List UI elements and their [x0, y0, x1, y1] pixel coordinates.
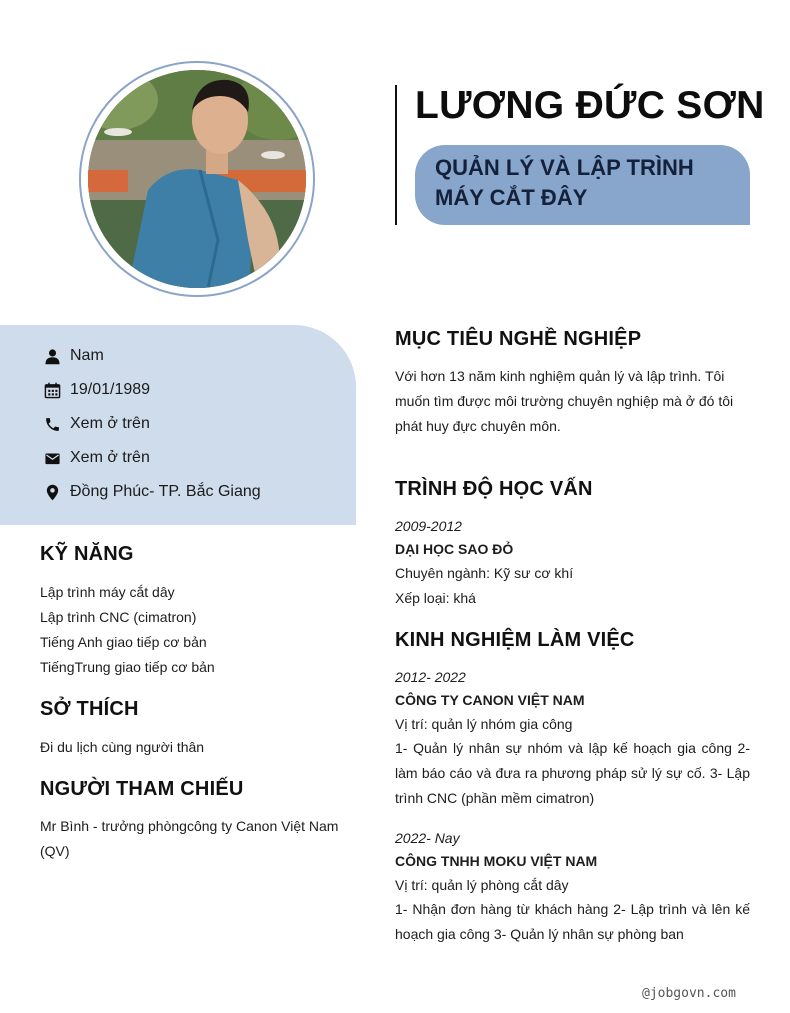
skill-item: Lập trình CNC (cimatron)	[40, 609, 197, 625]
job-position: Vị trí: quản lý phòng cắt dây	[395, 877, 569, 893]
job-title	[435, 153, 730, 213]
contact-email	[44, 448, 150, 468]
objective-text: Với hơn 13 năm kinh nghiệm quản lý và lập trình. Tôi muốn tìm được môi trường chuyên nghiệp mà ở đó tôi phát huy đực chuyên môn.	[395, 368, 734, 434]
dob-text: 19/01/1989	[70, 381, 151, 398]
job-title-line2: MÁY CẮT ĐÂY	[435, 185, 588, 210]
address-text: Đồng Phúc- TP. Bắc Giang	[70, 483, 261, 500]
job-description: 1- Nhận đơn hàng từ khách hàng 2- Lập trình và lên kế hoạch gia công 3- Quản lý nhân sự phòng ban	[395, 901, 750, 942]
skills-heading: KỸ NĂNG	[40, 543, 134, 565]
education-major: Chuyên ngành: Kỹ sư cơ khí	[395, 565, 574, 581]
skill-item: TiếngTrung giao tiếp cơ bản	[40, 659, 215, 675]
education-grade: Xếp loại: khá	[395, 590, 476, 606]
envelope-icon	[44, 450, 61, 467]
contact-phone	[44, 414, 150, 434]
person-icon	[44, 348, 61, 365]
phone-icon	[44, 416, 61, 433]
location-pin-icon	[44, 484, 61, 501]
job-title-line1: QUẢN LÝ VÀ LẬP TRÌNH	[435, 155, 694, 180]
job-period: 2022- Nay	[395, 830, 460, 846]
contact-address	[44, 482, 261, 502]
hobby-item: Đi du lịch cùng người thân	[40, 739, 205, 755]
gender-text: Nam	[70, 347, 104, 364]
education-school: DẠI HỌC SAO ĐỎ	[395, 541, 514, 557]
avatar	[88, 70, 306, 288]
references-heading: NGƯỜI THAM CHIẾU	[40, 778, 244, 800]
job-period: 2012- 2022	[395, 669, 466, 685]
email-text: Xem ở trên	[70, 449, 150, 466]
avatar-photo	[88, 70, 306, 288]
phone-text: Xem ở trên	[70, 415, 150, 432]
job-position: Vị trí: quản lý nhóm gia công	[395, 716, 573, 732]
education-period: 2009-2012	[395, 518, 462, 534]
watermark: @jobgovn.com	[642, 986, 736, 1001]
job-description: 1- Quản lý nhân sự nhóm và lập kế hoạch gia công 2- làm báo cáo và đưa ra phương pháp sử lý sự cố. 3- Lập trình CNC (phần mềm cimatron)	[395, 740, 750, 806]
hobbies-heading: SỞ THÍCH	[40, 698, 139, 720]
contact-dob	[44, 380, 150, 400]
calendar-icon	[44, 382, 61, 399]
skill-item: Tiếng Anh giao tiếp cơ bản	[40, 634, 207, 650]
job-title-box	[415, 145, 750, 225]
experience-heading: KINH NGHIỆM LÀM VIỆC	[395, 629, 635, 651]
education-heading: TRÌNH ĐỘ HỌC VẤN	[395, 478, 593, 500]
contact-gender	[44, 346, 104, 366]
job-company: CÔNG TNHH MOKU VIỆT NAM	[395, 853, 598, 869]
objective-heading: MỤC TIÊU NGHỀ NGHIỆP	[395, 328, 642, 350]
candidate-name: LƯƠNG ĐỨC SƠN	[415, 84, 765, 127]
job-company: CÔNG TY CANON VIỆT NAM	[395, 692, 585, 708]
skill-item: Lập trình máy cắt dây	[40, 584, 175, 600]
header-divider	[395, 85, 397, 225]
reference-text: Mr Bình - trưởng phòngcông ty Canon Việt Nam (QV)	[40, 818, 339, 859]
